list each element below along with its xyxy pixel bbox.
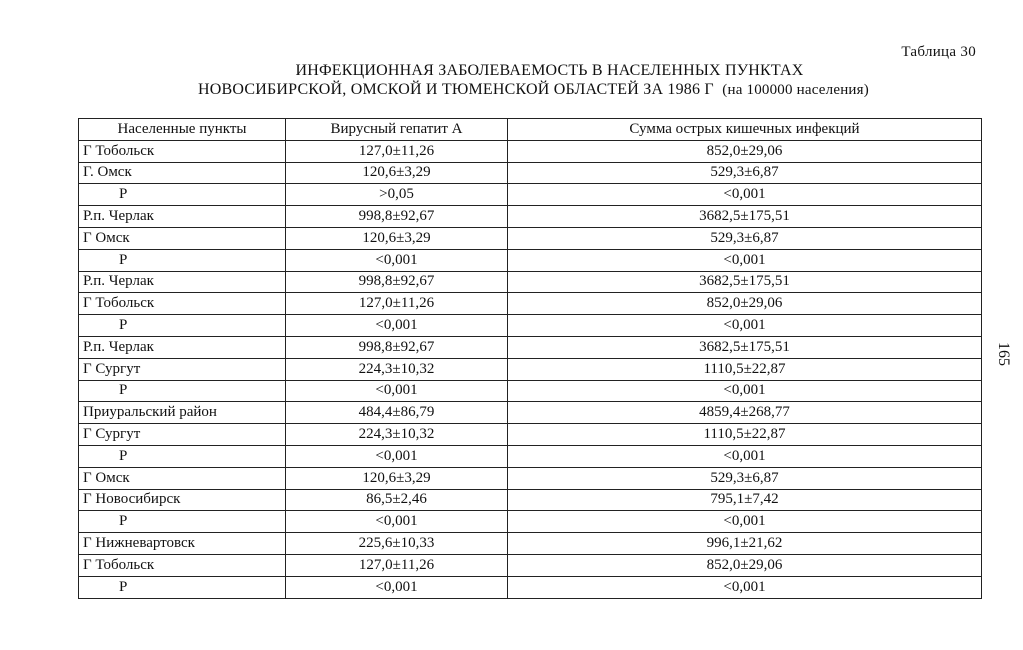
page-number: 165 [995,342,1012,366]
header-hepatitis-a: Вирусный гепатит А [286,119,508,141]
cell-intestinal-infections: <0,001 [508,184,982,206]
table-row [79,489,982,511]
cell-intestinal-infections: 1110,5±22,87 [508,358,982,380]
cell-hepatitis-a: 998,8±92,67 [286,206,508,228]
cell-settlement: Г Тобольск [79,293,286,315]
cell-intestinal-infections: 852,0±29,06 [508,554,982,576]
cell-hepatitis-a: 484,4±86,79 [286,402,508,424]
table-row [79,424,982,446]
cell-intestinal-infections: <0,001 [508,445,982,467]
cell-hepatitis-a: <0,001 [286,445,508,467]
table-row-p-value [79,380,982,402]
cell-settlement: Г. Омск [79,162,286,184]
table-row-p-value [79,184,982,206]
cell-intestinal-infections: 529,3±6,87 [508,162,982,184]
table-row [79,402,982,424]
table-row [79,227,982,249]
table-title-line1: ИНФЕКЦИОННАЯ ЗАБОЛЕВАЕМОСТЬ В НАСЕЛЕННЫХ ПУНКТАХ [295,62,804,79]
cell-intestinal-infections: 852,0±29,06 [508,140,982,162]
cell-hepatitis-a: >0,05 [286,184,508,206]
cell-settlement: Г Нижневартовск [79,533,286,555]
cell-intestinal-infections: 4859,4±268,77 [508,402,982,424]
cell-intestinal-infections: 852,0±29,06 [508,293,982,315]
header-settlements: Населенные пункты [79,119,286,141]
table-row [79,140,982,162]
cell-settlement: Р.п. Черлак [79,336,286,358]
cell-hepatitis-a: <0,001 [286,511,508,533]
table-row [79,533,982,555]
table-row [79,271,982,293]
table-row-p-value [79,576,982,598]
table-row [79,206,982,228]
cell-settlement: Г Тобольск [79,140,286,162]
cell-intestinal-infections: 3682,5±175,51 [508,206,982,228]
table-row-p-value [79,249,982,271]
table-row [79,162,982,184]
cell-intestinal-infections: 1110,5±22,87 [508,424,982,446]
cell-hepatitis-a: 998,8±92,67 [286,271,508,293]
cell-hepatitis-a: 224,3±10,32 [286,424,508,446]
cell-hepatitis-a: 120,6±3,29 [286,162,508,184]
cell-hepatitis-a: 120,6±3,29 [286,227,508,249]
cell-settlement: Р.п. Черлак [79,206,286,228]
table-row-p-value [79,511,982,533]
table-title-line2 [22,81,1023,99]
cell-hepatitis-a: <0,001 [286,576,508,598]
cell-hepatitis-a: 86,5±2,46 [286,489,508,511]
cell-settlement: Г Омск [79,227,286,249]
cell-settlement: Р.п. Черлак [79,271,286,293]
table-row [79,554,982,576]
cell-settlement: Г Сургут [79,424,286,446]
cell-intestinal-infections: <0,001 [508,249,982,271]
cell-settlement: Р [79,249,286,271]
cell-hepatitis-a: 127,0±11,26 [286,140,508,162]
table-row [79,358,982,380]
table-title-line2-text: НОВОСИБИРСКОЙ, ОМСКОЙ И ТЮМЕНСКОЙ ОБЛАСТЕЙ ЗА 1986 Г [198,81,714,98]
header-intestinal-infections: Сумма острых кишечных инфекций [508,119,982,141]
cell-hepatitis-a: 127,0±11,26 [286,554,508,576]
cell-settlement: Р [79,445,286,467]
table-row [79,293,982,315]
cell-hepatitis-a: 120,6±3,29 [286,467,508,489]
table-row-p-value [79,315,982,337]
cell-settlement: Г Новосибирск [79,489,286,511]
cell-intestinal-infections: 3682,5±175,51 [508,336,982,358]
cell-intestinal-infections: <0,001 [508,511,982,533]
cell-intestinal-infections: <0,001 [508,315,982,337]
cell-settlement: Р [79,511,286,533]
cell-hepatitis-a: <0,001 [286,380,508,402]
cell-intestinal-infections: 3682,5±175,51 [508,271,982,293]
cell-settlement: Р [79,315,286,337]
cell-intestinal-infections: 795,1±7,42 [508,489,982,511]
cell-settlement: Г Омск [79,467,286,489]
cell-settlement: Г Тобольск [79,554,286,576]
cell-hepatitis-a: <0,001 [286,315,508,337]
table-row [79,467,982,489]
cell-hepatitis-a: 225,6±10,33 [286,533,508,555]
table-row-p-value [79,445,982,467]
cell-hepatitis-a: 224,3±10,32 [286,358,508,380]
cell-intestinal-infections: <0,001 [508,576,982,598]
table-title-note: (на 100000 населения) [722,82,869,98]
cell-intestinal-infections: 996,1±21,62 [508,533,982,555]
cell-settlement: Приуральский район [79,402,286,424]
table-row [79,336,982,358]
cell-settlement: Р [79,576,286,598]
table-header-row [79,119,982,141]
cell-hepatitis-a: 127,0±11,26 [286,293,508,315]
table-label: Таблица 30 [901,44,976,60]
cell-hepatitis-a: <0,001 [286,249,508,271]
cell-intestinal-infections: 529,3±6,87 [508,227,982,249]
cell-intestinal-infections: <0,001 [508,380,982,402]
cell-intestinal-infections: 529,3±6,87 [508,467,982,489]
cell-settlement: Г Сургут [79,358,286,380]
cell-settlement: Р [79,380,286,402]
incidence-table [78,118,982,599]
table-body [79,140,982,598]
cell-settlement: Р [79,184,286,206]
cell-hepatitis-a: 998,8±92,67 [286,336,508,358]
